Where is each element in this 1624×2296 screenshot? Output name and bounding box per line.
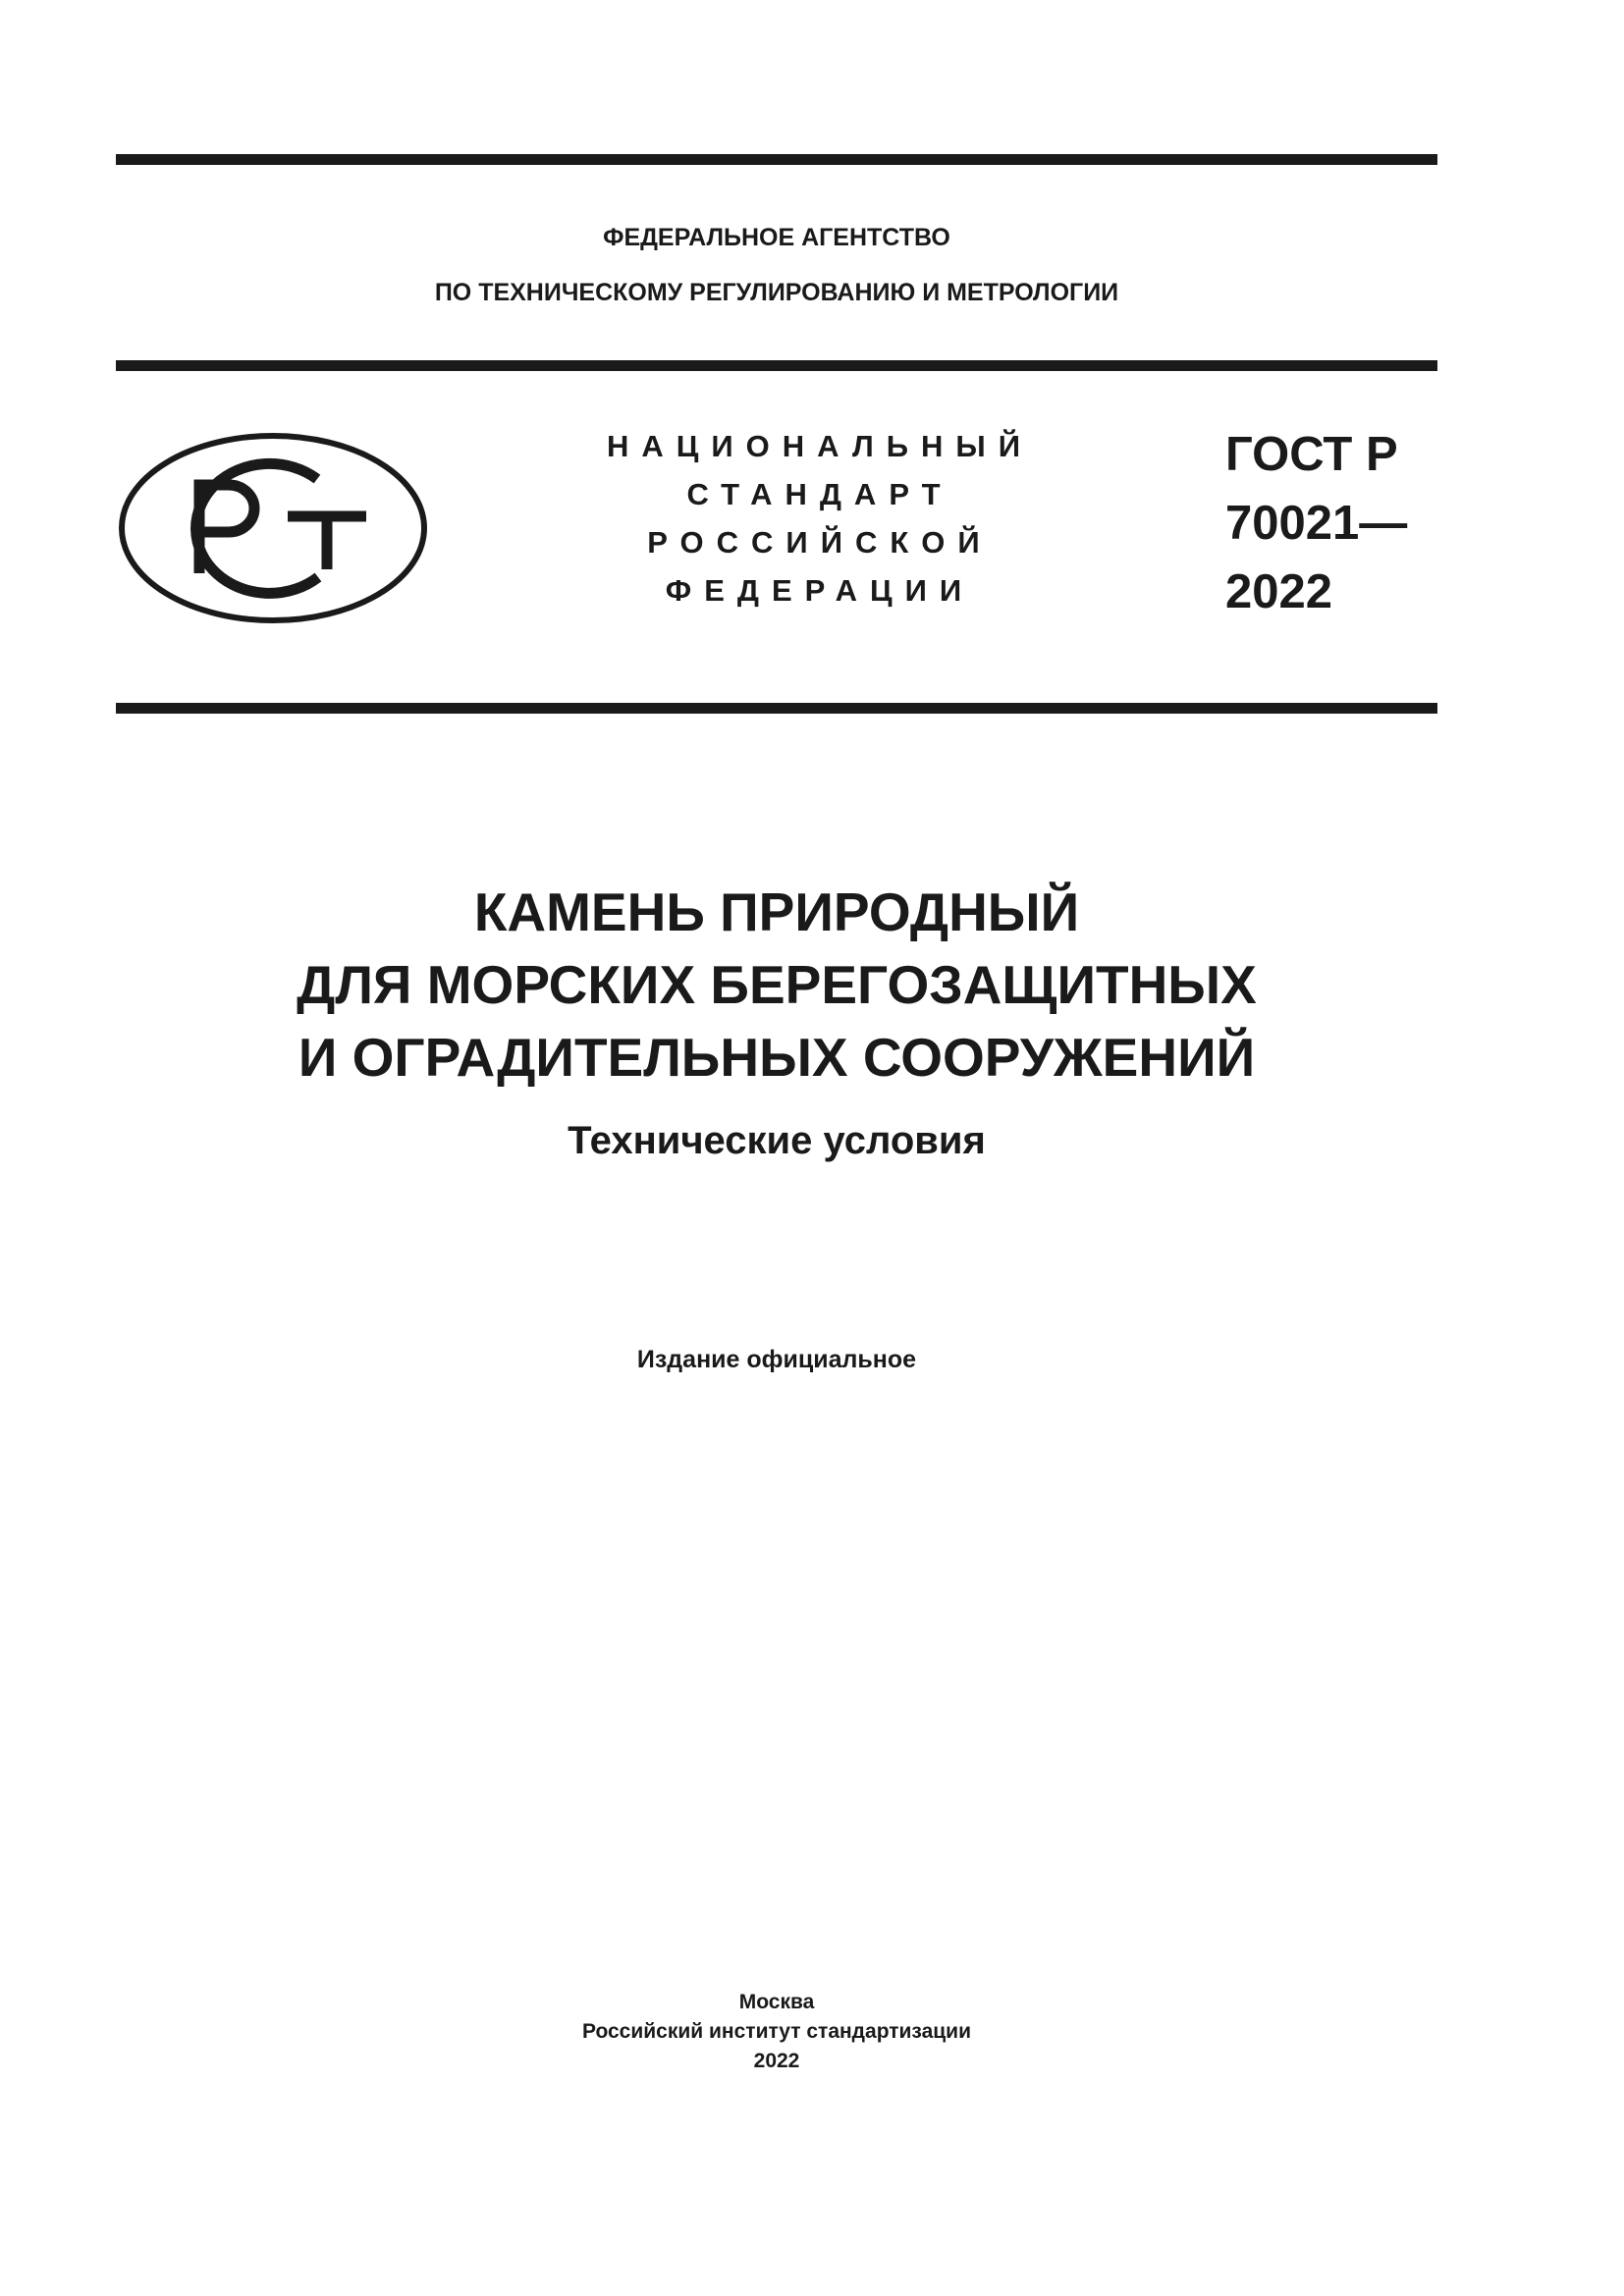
document-title — [116, 876, 1437, 1094]
designation-line: ГОСТ Р — [1225, 428, 1398, 481]
national-standard-line: РОССИЙСКОЙ — [647, 525, 993, 560]
document-subtitle: Технические условия — [568, 1119, 986, 1162]
standard-designation — [1225, 420, 1407, 626]
national-standard-line: ФЕДЕРАЦИИ — [665, 573, 975, 608]
agency-line-2: ПО ТЕХНИЧЕСКОМУ РЕГУЛИРОВАНИЮ И МЕТРОЛОГИИ — [434, 279, 1119, 306]
standard-block-rule — [116, 703, 1437, 714]
rst-gost-mark-icon — [116, 430, 430, 626]
national-standard-line: НАЦИОНАЛЬНЫЙ — [606, 429, 1034, 463]
designation-line: 2022 — [1225, 565, 1333, 618]
title-line: КАМЕНЬ ПРИРОДНЫЙ — [473, 881, 1080, 942]
title-line: И ОГРАДИТЕЛЬНЫХ СООРУЖЕНИЙ — [298, 1027, 1256, 1088]
imprint — [116, 1988, 1437, 2076]
designation-line: 70021— — [1225, 497, 1408, 550]
national-standard-line: СТАНДАРТ — [686, 477, 953, 511]
imprint-city: Москва — [738, 1991, 815, 2013]
header-rule — [116, 360, 1437, 371]
title-line: ДЛЯ МОРСКИХ БЕРЕГОЗАЩИТНЫХ — [297, 954, 1257, 1015]
national-standard-label — [589, 422, 1051, 614]
edition-label: Издание официальное — [636, 1346, 917, 1373]
agency-line-1: ФЕДЕРАЛЬНОЕ АГЕНТСТВО — [603, 224, 950, 251]
imprint-year: 2022 — [753, 2050, 800, 2072]
top-rule — [116, 154, 1437, 165]
imprint-publisher: Российский институт стандартизации — [581, 2020, 972, 2043]
